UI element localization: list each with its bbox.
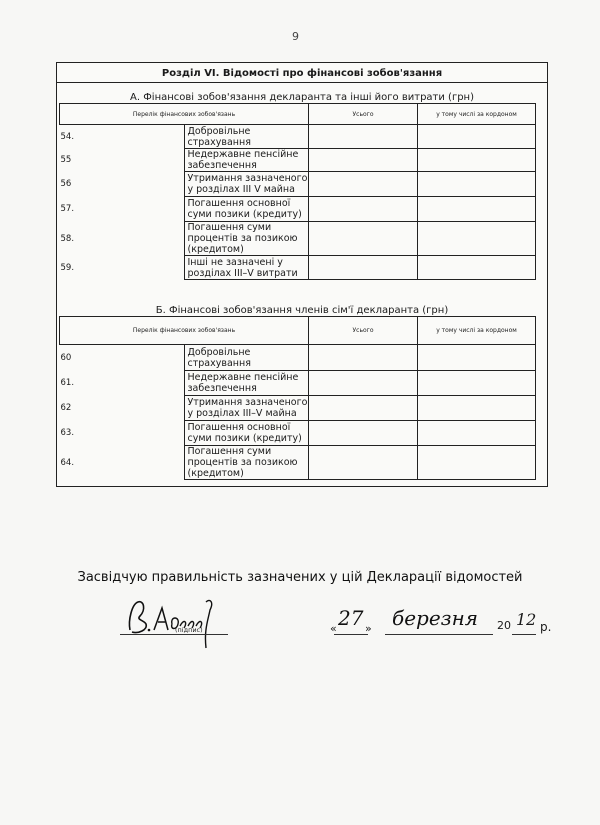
row-abroad-cell[interactable]	[418, 172, 536, 197]
row-abroad-cell[interactable]	[418, 371, 536, 396]
date-open-quote: «	[330, 622, 337, 635]
table-row	[60, 421, 536, 446]
date-month: березня	[392, 606, 479, 630]
table-row	[60, 256, 536, 280]
row-abroad-cell[interactable]	[418, 197, 536, 222]
signature-label: (підпис)	[175, 626, 203, 634]
header-list: Перелік фінансових зобов'язань	[60, 104, 309, 125]
page-number: 9	[292, 30, 299, 43]
month-line	[385, 634, 493, 635]
row-label: Добровільне страхування	[184, 345, 309, 371]
row-abroad-cell[interactable]	[418, 396, 536, 421]
row-total-cell[interactable]	[309, 345, 418, 371]
table-row	[60, 172, 536, 197]
row-total-cell[interactable]	[309, 172, 418, 197]
table-row	[60, 371, 536, 396]
row-label: Погашення основної суми позики (кредиту)	[184, 197, 309, 222]
section-title: Розділ VI. Відомості про фінансові зобов'язання	[161, 68, 443, 79]
row-number: 57.	[60, 197, 185, 222]
row-label: Добровільне страхування	[184, 125, 309, 149]
row-number: 59.	[60, 256, 185, 280]
row-abroad-cell[interactable]	[418, 256, 536, 280]
row-label: Недержавне пенсійне забезпечення	[184, 149, 309, 172]
row-number: 55	[60, 149, 185, 172]
year-unit: р.	[540, 620, 552, 634]
year-suffix: 12	[516, 610, 537, 629]
header-list: Перелік фінансових зобов'язань	[60, 317, 309, 345]
row-label: Утримання зазначеного у розділах III V майна	[184, 172, 309, 197]
table-row	[60, 149, 536, 172]
header-total: Усього	[309, 104, 418, 125]
row-number: 58.	[60, 222, 185, 256]
row-number: 61.	[60, 371, 185, 396]
table-row	[60, 396, 536, 421]
table-row	[60, 125, 536, 149]
row-abroad-cell[interactable]	[418, 421, 536, 446]
row-total-cell[interactable]	[309, 149, 418, 172]
section-divider	[57, 82, 547, 83]
row-total-cell[interactable]	[309, 371, 418, 396]
row-label: Інші не зазначені у розділах III–V витрати	[184, 256, 309, 280]
header-abroad: у тому числі за кордоном	[418, 104, 536, 125]
signature-line	[120, 634, 228, 635]
table-row	[60, 197, 536, 222]
day-line	[334, 634, 368, 635]
certification-text: Засвідчую правильність зазначених у цій Декларації відомостей	[77, 570, 523, 585]
row-number: 60	[60, 345, 185, 371]
row-number: 63.	[60, 421, 185, 446]
part-b-table	[59, 316, 536, 480]
row-number: 64.	[60, 446, 185, 480]
row-abroad-cell[interactable]	[418, 446, 536, 480]
header-total: Усього	[309, 317, 418, 345]
row-total-cell[interactable]	[309, 446, 418, 480]
row-abroad-cell[interactable]	[418, 345, 536, 371]
row-total-cell[interactable]	[309, 421, 418, 446]
table-header-row	[60, 104, 536, 125]
row-label: Погашення суми процентів за позикою (кредитом)	[184, 222, 309, 256]
row-number: 54.	[60, 125, 185, 149]
row-number: 62	[60, 396, 185, 421]
table-header-row	[60, 317, 536, 345]
part-a-title: А. Фінансові зобов'язання декларанта та інші його витрати (грн)	[130, 92, 474, 103]
table-row	[60, 345, 536, 371]
row-abroad-cell[interactable]	[418, 149, 536, 172]
row-total-cell[interactable]	[309, 256, 418, 280]
part-a-table	[59, 103, 536, 280]
row-number: 56	[60, 172, 185, 197]
handwritten-signature	[122, 590, 222, 650]
section-frame	[56, 62, 548, 487]
part-b-title: Б. Фінансові зобов'язання членів сім'ї декларанта (грн)	[155, 305, 449, 316]
date-close-quote: »	[365, 622, 372, 635]
row-total-cell[interactable]	[309, 222, 418, 256]
year-prefix: 20	[497, 619, 511, 632]
row-total-cell[interactable]	[309, 396, 418, 421]
row-total-cell[interactable]	[309, 197, 418, 222]
row-label: Погашення суми процентів за позикою (кредитом)	[184, 446, 309, 480]
year-line	[512, 634, 536, 635]
row-abroad-cell[interactable]	[418, 125, 536, 149]
table-row	[60, 446, 536, 480]
header-abroad: у тому числі за кордоном	[418, 317, 536, 345]
row-abroad-cell[interactable]	[418, 222, 536, 256]
row-label: Утримання зазначеного у розділах III–V майна	[184, 396, 309, 421]
date-day: 27	[338, 606, 364, 630]
row-label: Недержавне пенсійне забезпечення	[184, 371, 309, 396]
row-label: Погашення основної суми позики (кредиту)	[184, 421, 309, 446]
table-row	[60, 222, 536, 256]
row-total-cell[interactable]	[309, 125, 418, 149]
